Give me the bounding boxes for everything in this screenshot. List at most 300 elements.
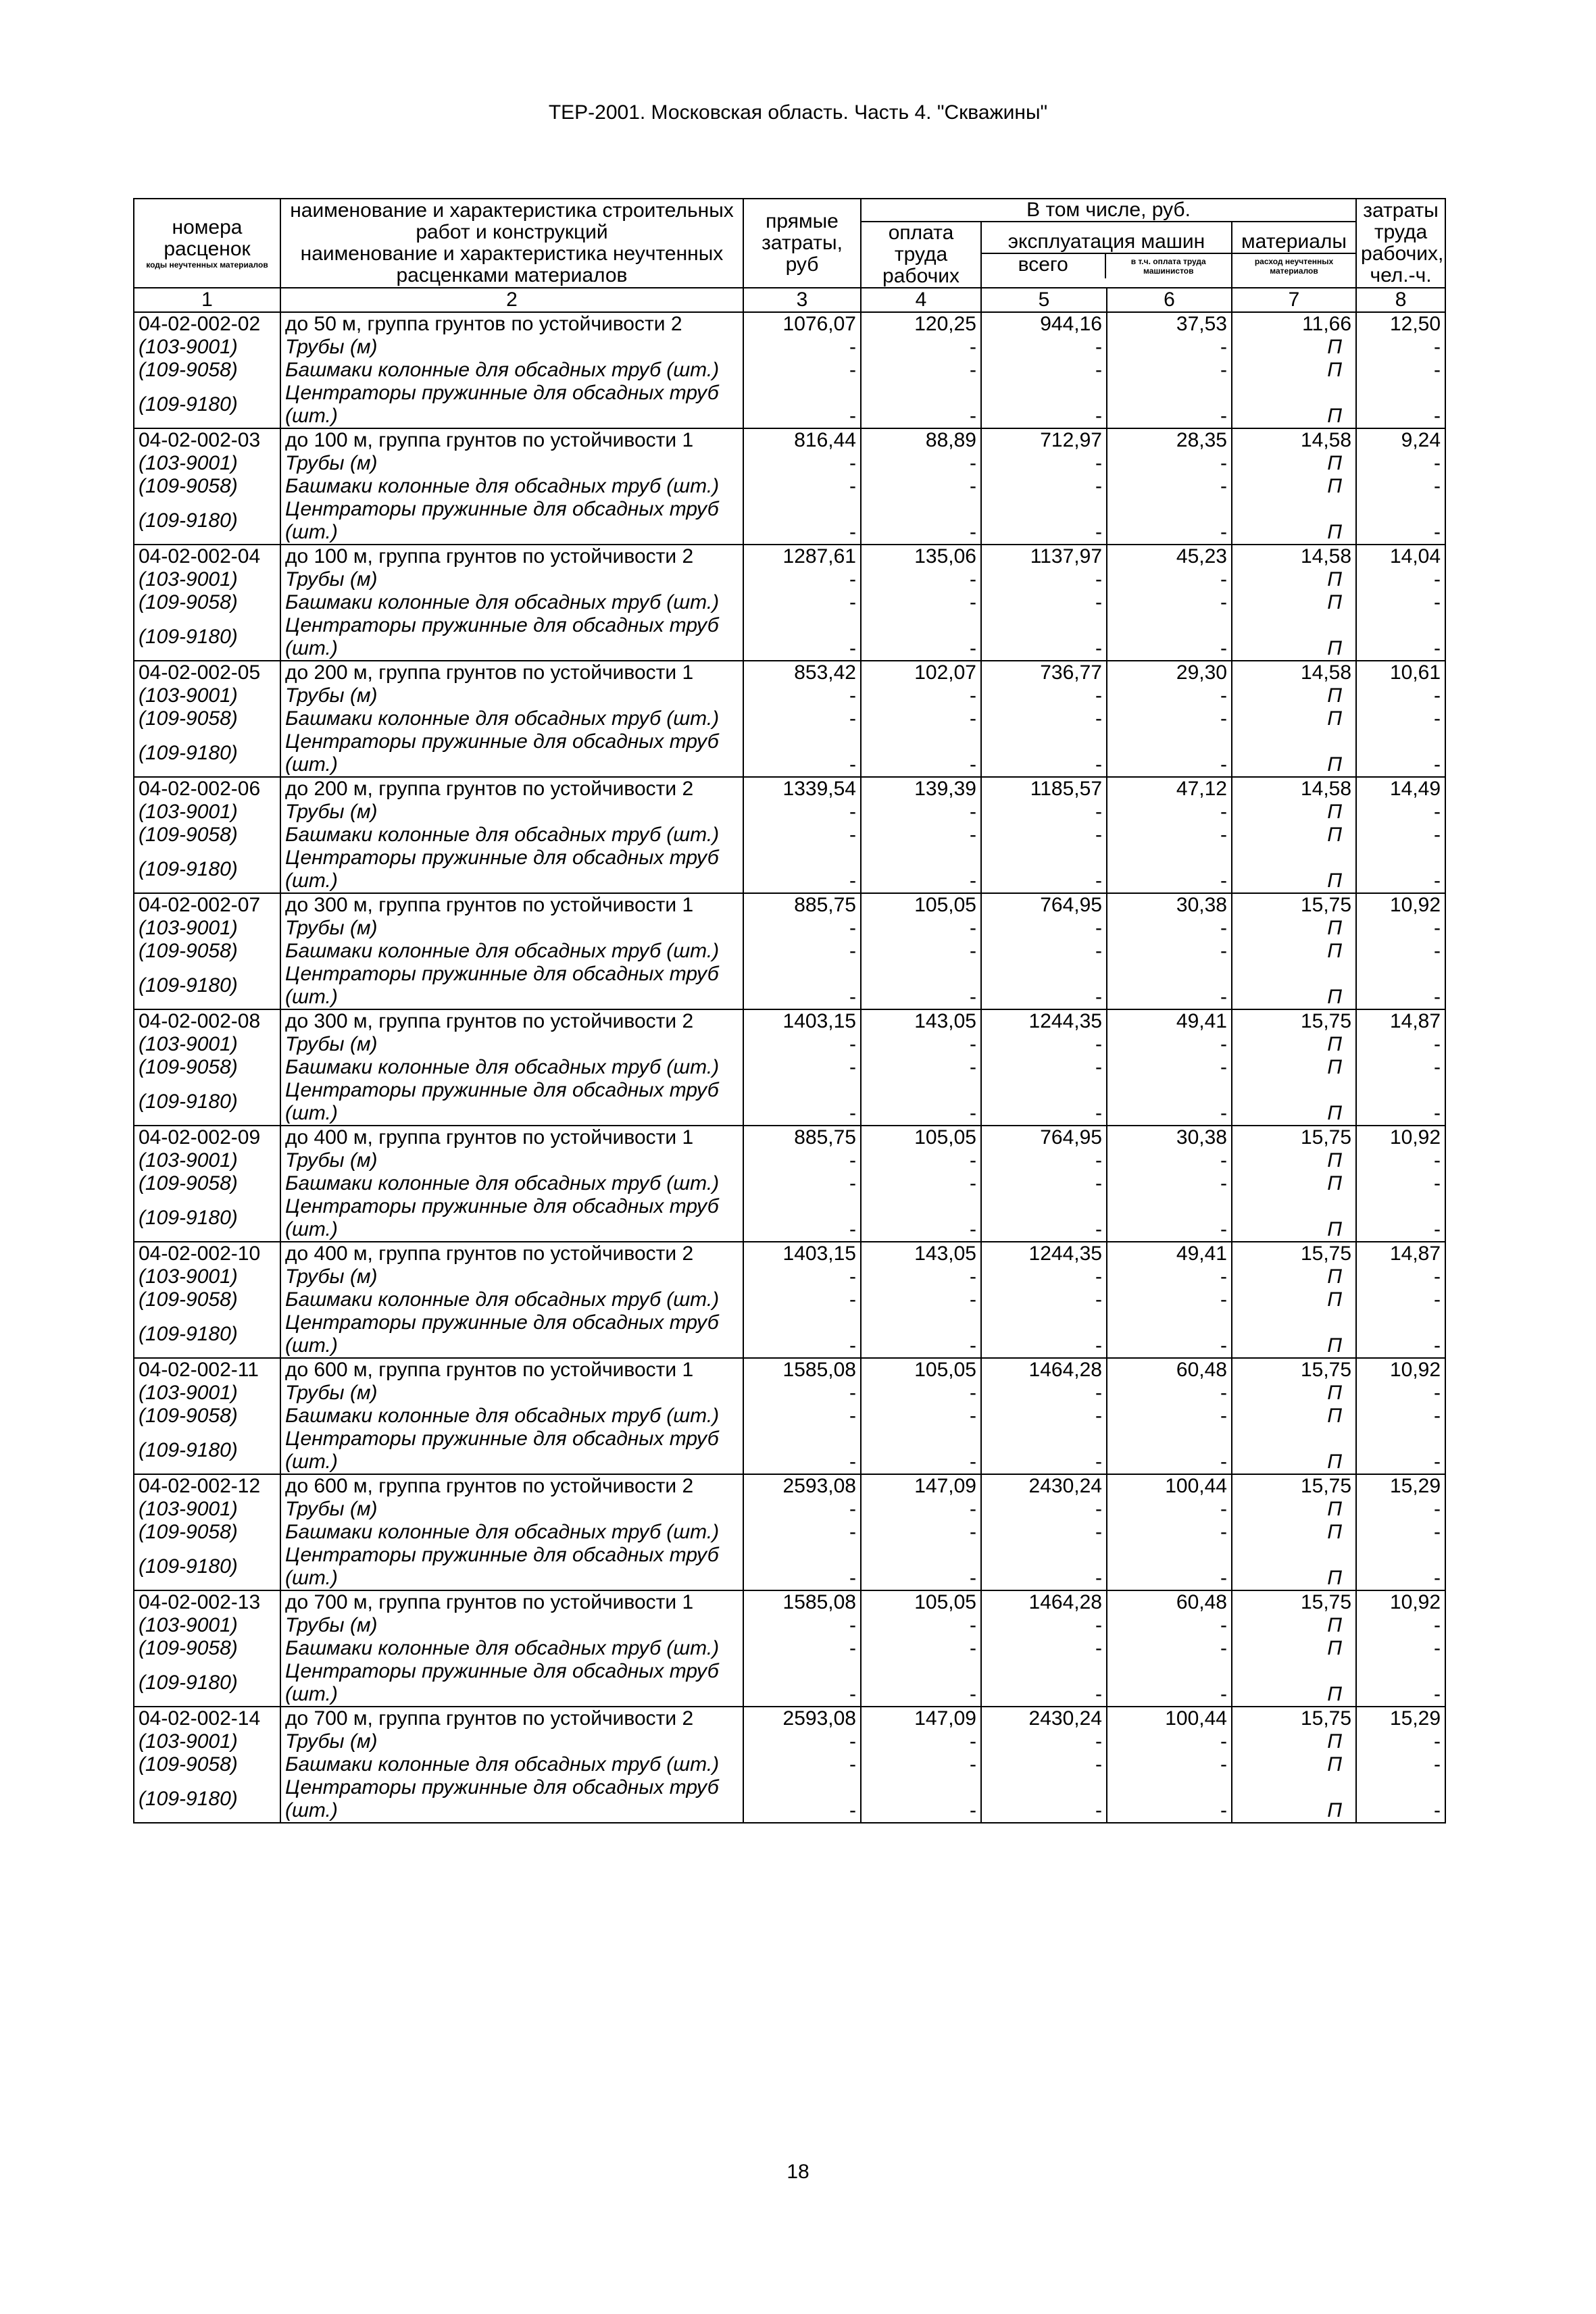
machinists-pay-value: - — [1107, 452, 1232, 475]
labor-pay-value: - — [861, 1033, 981, 1056]
rate-name: до 100 м, группа грунтов по устойчивости 2 — [280, 545, 743, 568]
header-code-top: номера расценок — [164, 216, 251, 260]
material-name: Трубы (м) — [280, 568, 743, 591]
machines-total-value: - — [981, 847, 1107, 893]
material-name: Центраторы пружинные для обсадных труб (шт.) — [280, 1428, 743, 1474]
machinists-pay-value: - — [1107, 1637, 1232, 1660]
material-name: Башмаки колонные для обсадных труб (шт.) — [280, 1056, 743, 1079]
material-name: Башмаки колонные для обсадных труб (шт.) — [280, 940, 743, 963]
rate-name: до 200 м, группа грунтов по устойчивости 2 — [280, 777, 743, 801]
rate-row — [134, 777, 1445, 801]
materials-value: 14,58 — [1232, 777, 1356, 801]
materials-value: П — [1232, 1288, 1356, 1311]
direct-costs-value: - — [743, 614, 861, 661]
material-code: (109-9180) — [134, 1311, 280, 1358]
labor-pay-value: 105,05 — [861, 1126, 981, 1149]
material-code: (109-9058) — [134, 1405, 280, 1428]
machines-total-value: - — [981, 1056, 1107, 1079]
material-name: Центраторы пружинные для обсадных труб (шт.) — [280, 730, 743, 777]
machinists-pay-value: - — [1107, 1149, 1232, 1172]
materials-value: П — [1232, 336, 1356, 359]
material-code: (109-9180) — [134, 1544, 280, 1590]
direct-costs-value: 1287,61 — [743, 545, 861, 568]
material-code: (109-9180) — [134, 614, 280, 661]
material-row — [134, 475, 1445, 498]
labor-pay-value: - — [861, 452, 981, 475]
labor-hours-value: - — [1356, 359, 1445, 382]
labor-pay-value: - — [861, 591, 981, 614]
labor-pay-value: 120,25 — [861, 312, 981, 336]
material-code: (109-9058) — [134, 475, 280, 498]
material-name: Центраторы пружинные для обсадных труб (шт.) — [280, 1660, 743, 1707]
material-row — [134, 1637, 1445, 1660]
material-name: Трубы (м) — [280, 452, 743, 475]
machinists-pay-value: - — [1107, 1288, 1232, 1311]
direct-costs-value: - — [743, 568, 861, 591]
labor-hours-value: - — [1356, 1079, 1445, 1126]
labor-hours-value: - — [1356, 1753, 1445, 1776]
column-number: 4 — [861, 288, 981, 312]
machinists-pay-value: - — [1107, 1195, 1232, 1242]
labor-hours-value: - — [1356, 917, 1445, 940]
machines-total-value: - — [981, 1265, 1107, 1288]
machinists-pay-value: 47,12 — [1107, 777, 1232, 801]
labor-hours-value: - — [1356, 824, 1445, 847]
material-row — [134, 1521, 1445, 1544]
material-row — [134, 336, 1445, 359]
labor-pay-value: - — [861, 684, 981, 707]
labor-pay-value: - — [861, 568, 981, 591]
labor-pay-value: 139,39 — [861, 777, 981, 801]
materials-value: П — [1232, 730, 1356, 777]
labor-hours-value: - — [1356, 1382, 1445, 1405]
labor-pay-value: - — [861, 1660, 981, 1707]
direct-costs-value: 885,75 — [743, 893, 861, 917]
labor-hours-value: 14,04 — [1356, 545, 1445, 568]
labor-pay-value: - — [861, 1405, 981, 1428]
machinists-pay-value: - — [1107, 824, 1232, 847]
rate-code: 04-02-002-11 — [134, 1358, 280, 1382]
direct-costs-value: - — [743, 684, 861, 707]
machines-total-value: - — [981, 382, 1107, 428]
material-row — [134, 963, 1445, 1009]
materials-value: П — [1232, 1033, 1356, 1056]
labor-pay-value: - — [861, 1056, 981, 1079]
machines-total-value: 1464,28 — [981, 1358, 1107, 1382]
materials-value: П — [1232, 382, 1356, 428]
header-machines-label: эксплуатация машин — [1007, 230, 1205, 253]
materials-value: П — [1232, 1660, 1356, 1707]
labor-hours-value: - — [1356, 730, 1445, 777]
labor-pay-value: - — [861, 1521, 981, 1544]
material-row — [134, 1288, 1445, 1311]
direct-costs-value: - — [743, 1428, 861, 1474]
labor-pay-value: - — [861, 1195, 981, 1242]
direct-costs-value: - — [743, 1149, 861, 1172]
machinists-pay-value: 29,30 — [1107, 661, 1232, 684]
material-row — [134, 1265, 1445, 1288]
machinists-pay-value: 100,44 — [1107, 1474, 1232, 1498]
material-code: (109-9058) — [134, 1637, 280, 1660]
labor-pay-value: - — [861, 801, 981, 824]
machines-total-value: - — [981, 568, 1107, 591]
materials-value: П — [1232, 568, 1356, 591]
material-name: Башмаки колонные для обсадных труб (шт.) — [280, 591, 743, 614]
machinists-pay-value: 49,41 — [1107, 1242, 1232, 1265]
header-machines — [981, 222, 1232, 288]
direct-costs-value: - — [743, 1195, 861, 1242]
material-code: (109-9058) — [134, 1172, 280, 1195]
machines-total-value: - — [981, 1753, 1107, 1776]
machinists-pay-value: - — [1107, 1660, 1232, 1707]
labor-pay-value: 102,07 — [861, 661, 981, 684]
rate-row — [134, 1590, 1445, 1614]
materials-value: 14,58 — [1232, 661, 1356, 684]
labor-hours-value: 14,49 — [1356, 777, 1445, 801]
machinists-pay-value: - — [1107, 382, 1232, 428]
machines-total-value: - — [981, 1521, 1107, 1544]
material-code: (103-9001) — [134, 1730, 280, 1753]
direct-costs-value: - — [743, 940, 861, 963]
labor-pay-value: - — [861, 498, 981, 545]
material-name: Трубы (м) — [280, 336, 743, 359]
material-code: (109-9180) — [134, 1660, 280, 1707]
machines-total-value: 2430,24 — [981, 1707, 1107, 1730]
material-name: Башмаки колонные для обсадных труб (шт.) — [280, 475, 743, 498]
header-machines-total: всего — [982, 254, 1106, 278]
labor-hours-value: - — [1356, 940, 1445, 963]
direct-costs-value: - — [743, 1079, 861, 1126]
header-materials-label: материалы — [1241, 230, 1347, 253]
header-name-top: наименование и характеристика строительных работ и конструкций — [290, 199, 734, 243]
rate-code: 04-02-002-03 — [134, 428, 280, 452]
material-row — [134, 452, 1445, 475]
column-number: 7 — [1232, 288, 1356, 312]
labor-hours-value: 10,92 — [1356, 1590, 1445, 1614]
rate-row — [134, 1009, 1445, 1033]
column-number: 5 — [981, 288, 1107, 312]
column-number: 8 — [1356, 288, 1445, 312]
materials-value: П — [1232, 801, 1356, 824]
material-row — [134, 847, 1445, 893]
direct-costs-value: 1403,15 — [743, 1009, 861, 1033]
machinists-pay-value: - — [1107, 498, 1232, 545]
labor-hours-value: - — [1356, 1498, 1445, 1521]
labor-hours-value: 10,61 — [1356, 661, 1445, 684]
material-code: (103-9001) — [134, 452, 280, 475]
machinists-pay-value: - — [1107, 1382, 1232, 1405]
machinists-pay-value: 28,35 — [1107, 428, 1232, 452]
labor-pay-value: - — [861, 1730, 981, 1753]
material-code: (103-9001) — [134, 1498, 280, 1521]
material-row — [134, 1056, 1445, 1079]
machines-total-value: - — [981, 591, 1107, 614]
direct-costs-value: - — [743, 1265, 861, 1288]
labor-hours-value: - — [1356, 1149, 1445, 1172]
material-name: Башмаки колонные для обсадных труб (шт.) — [280, 824, 743, 847]
materials-value: 11,66 — [1232, 312, 1356, 336]
material-row — [134, 1498, 1445, 1521]
labor-pay-value: - — [861, 475, 981, 498]
machines-total-value: - — [981, 1288, 1107, 1311]
direct-costs-value: - — [743, 824, 861, 847]
rate-row — [134, 1358, 1445, 1382]
materials-value: П — [1232, 475, 1356, 498]
machines-total-value: - — [981, 1776, 1107, 1823]
labor-hours-value: - — [1356, 1637, 1445, 1660]
labor-pay-value: - — [861, 336, 981, 359]
labor-hours-value: - — [1356, 336, 1445, 359]
direct-costs-value: - — [743, 963, 861, 1009]
material-name: Трубы (м) — [280, 1265, 743, 1288]
labor-hours-value: - — [1356, 1033, 1445, 1056]
direct-costs-value: 816,44 — [743, 428, 861, 452]
rate-code: 04-02-002-13 — [134, 1590, 280, 1614]
machinists-pay-value: - — [1107, 1753, 1232, 1776]
material-code: (103-9001) — [134, 568, 280, 591]
rate-row — [134, 1126, 1445, 1149]
labor-pay-value: 135,06 — [861, 545, 981, 568]
machines-total-value: - — [981, 1195, 1107, 1242]
labor-pay-value: - — [861, 707, 981, 730]
material-name: Трубы (м) — [280, 801, 743, 824]
direct-costs-value: 1339,54 — [743, 777, 861, 801]
rate-code: 04-02-002-09 — [134, 1126, 280, 1149]
materials-value: 15,75 — [1232, 1358, 1356, 1382]
rate-row — [134, 545, 1445, 568]
direct-costs-value: - — [743, 1544, 861, 1590]
material-name: Трубы (м) — [280, 917, 743, 940]
labor-hours-value: 10,92 — [1356, 1126, 1445, 1149]
header-labor-hours: затраты труда рабочих, чел.-ч. — [1356, 199, 1445, 288]
rate-row — [134, 1242, 1445, 1265]
material-code: (109-9180) — [134, 1776, 280, 1823]
material-row — [134, 707, 1445, 730]
machines-total-value: 764,95 — [981, 893, 1107, 917]
material-name: Трубы (м) — [280, 1614, 743, 1637]
labor-hours-value: - — [1356, 1311, 1445, 1358]
materials-value: П — [1232, 1149, 1356, 1172]
labor-pay-value: - — [861, 917, 981, 940]
machinists-pay-value: - — [1107, 1614, 1232, 1637]
machinists-pay-value: - — [1107, 336, 1232, 359]
labor-pay-value: - — [861, 1637, 981, 1660]
rate-code: 04-02-002-04 — [134, 545, 280, 568]
direct-costs-value: - — [743, 1033, 861, 1056]
machines-total-value: - — [981, 684, 1107, 707]
materials-value: П — [1232, 1405, 1356, 1428]
machinists-pay-value: 45,23 — [1107, 545, 1232, 568]
material-name: Башмаки колонные для обсадных труб (шт.) — [280, 1405, 743, 1428]
labor-pay-value: - — [861, 1265, 981, 1288]
direct-costs-value: - — [743, 498, 861, 545]
machinists-pay-value: - — [1107, 1311, 1232, 1358]
direct-costs-value: 2593,08 — [743, 1707, 861, 1730]
direct-costs-value: - — [743, 359, 861, 382]
rate-row — [134, 312, 1445, 336]
material-name: Центраторы пружинные для обсадных труб (шт.) — [280, 1079, 743, 1126]
labor-hours-value: 14,87 — [1356, 1242, 1445, 1265]
materials-value: 15,75 — [1232, 1590, 1356, 1614]
direct-costs-value: - — [743, 1521, 861, 1544]
machinists-pay-value: - — [1107, 1428, 1232, 1474]
labor-hours-value: - — [1356, 1288, 1445, 1311]
material-row — [134, 1172, 1445, 1195]
material-code: (109-9058) — [134, 707, 280, 730]
rate-name: до 400 м, группа грунтов по устойчивости 1 — [280, 1126, 743, 1149]
materials-value: П — [1232, 1614, 1356, 1637]
rate-code: 04-02-002-10 — [134, 1242, 280, 1265]
machinists-pay-value: - — [1107, 568, 1232, 591]
labor-pay-value: - — [861, 1288, 981, 1311]
labor-hours-value: 15,29 — [1356, 1474, 1445, 1498]
labor-hours-value: - — [1356, 707, 1445, 730]
materials-value: П — [1232, 1079, 1356, 1126]
rate-name: до 50 м, группа грунтов по устойчивости 2 — [280, 312, 743, 336]
machines-total-value: - — [981, 730, 1107, 777]
machines-total-value: - — [981, 1033, 1107, 1056]
direct-costs-value: - — [743, 1637, 861, 1660]
rates-body — [134, 312, 1445, 1823]
machines-total-value: - — [981, 475, 1107, 498]
machines-total-value: 736,77 — [981, 661, 1107, 684]
labor-pay-value: - — [861, 1149, 981, 1172]
material-code: (109-9058) — [134, 1056, 280, 1079]
material-row — [134, 801, 1445, 824]
material-row — [134, 1544, 1445, 1590]
direct-costs-value: - — [743, 1498, 861, 1521]
materials-value: 15,75 — [1232, 1707, 1356, 1730]
material-name: Башмаки колонные для обсадных труб (шт.) — [280, 1521, 743, 1544]
machines-total-value: 1137,97 — [981, 545, 1107, 568]
header-materials — [1232, 222, 1356, 288]
materials-value: 15,75 — [1232, 1242, 1356, 1265]
material-name: Башмаки колонные для обсадных труб (шт.) — [280, 1637, 743, 1660]
materials-value: 15,75 — [1232, 893, 1356, 917]
rate-code: 04-02-002-05 — [134, 661, 280, 684]
material-row — [134, 1195, 1445, 1242]
machinists-pay-value: - — [1107, 1521, 1232, 1544]
machines-total-value: 1464,28 — [981, 1590, 1107, 1614]
material-row — [134, 1428, 1445, 1474]
materials-value: П — [1232, 940, 1356, 963]
header-including: В том числе, руб. — [861, 199, 1356, 222]
direct-costs-value: 885,75 — [743, 1126, 861, 1149]
labor-hours-value: - — [1356, 1056, 1445, 1079]
header-name — [280, 199, 743, 288]
labor-hours-value: 9,24 — [1356, 428, 1445, 452]
machinists-pay-value: - — [1107, 359, 1232, 382]
document-title: ТЕР-2001. Московская область. Часть 4. "Скважины" — [548, 101, 1048, 124]
materials-value: П — [1232, 1753, 1356, 1776]
material-code: (103-9001) — [134, 336, 280, 359]
rate-name: до 300 м, группа грунтов по устойчивости 2 — [280, 1009, 743, 1033]
labor-pay-value: - — [861, 1428, 981, 1474]
machines-total-value: - — [981, 1149, 1107, 1172]
machinists-pay-value: - — [1107, 1498, 1232, 1521]
direct-costs-value: - — [743, 452, 861, 475]
header-labor-pay: оплата труда рабочих — [861, 222, 981, 288]
direct-costs-value: - — [743, 475, 861, 498]
materials-value: П — [1232, 1428, 1356, 1474]
direct-costs-value: 1585,08 — [743, 1590, 861, 1614]
labor-pay-value: - — [861, 1172, 981, 1195]
material-name: Центраторы пружинные для обсадных труб (шт.) — [280, 1544, 743, 1590]
material-name: Башмаки колонные для обсадных труб (шт.) — [280, 707, 743, 730]
material-row — [134, 359, 1445, 382]
material-code: (109-9180) — [134, 730, 280, 777]
material-code: (109-9058) — [134, 940, 280, 963]
labor-pay-value: - — [861, 1776, 981, 1823]
machines-total-value: 944,16 — [981, 312, 1107, 336]
direct-costs-value: - — [743, 1614, 861, 1637]
rate-name: до 600 м, группа грунтов по устойчивости 2 — [280, 1474, 743, 1498]
direct-costs-value: - — [743, 1311, 861, 1358]
materials-value: П — [1232, 1265, 1356, 1288]
materials-value: П — [1232, 1195, 1356, 1242]
machinists-pay-value: 49,41 — [1107, 1009, 1232, 1033]
materials-value: П — [1232, 917, 1356, 940]
materials-value: П — [1232, 963, 1356, 1009]
labor-hours-value: - — [1356, 1521, 1445, 1544]
machines-total-value: 2430,24 — [981, 1474, 1107, 1498]
material-code: (103-9001) — [134, 801, 280, 824]
material-row — [134, 1753, 1445, 1776]
materials-value: П — [1232, 452, 1356, 475]
rate-name: до 300 м, группа грунтов по устойчивости 1 — [280, 893, 743, 917]
machinists-pay-value: - — [1107, 614, 1232, 661]
machines-total-value: - — [981, 1311, 1107, 1358]
material-name: Трубы (м) — [280, 684, 743, 707]
material-row — [134, 591, 1445, 614]
material-row — [134, 1382, 1445, 1405]
material-name: Трубы (м) — [280, 1382, 743, 1405]
machinists-pay-value: - — [1107, 730, 1232, 777]
material-name: Центраторы пружинные для обсадных труб (шт.) — [280, 1776, 743, 1823]
rate-name: до 400 м, группа грунтов по устойчивости 2 — [280, 1242, 743, 1265]
machinists-pay-value: - — [1107, 963, 1232, 1009]
machines-total-value: - — [981, 824, 1107, 847]
materials-value: П — [1232, 684, 1356, 707]
materials-value: П — [1232, 1521, 1356, 1544]
machinists-pay-value: - — [1107, 1033, 1232, 1056]
machines-total-value: - — [981, 963, 1107, 1009]
materials-value: 15,75 — [1232, 1474, 1356, 1498]
machines-total-value: - — [981, 1382, 1107, 1405]
materials-value: П — [1232, 707, 1356, 730]
labor-pay-value: - — [861, 824, 981, 847]
machinists-pay-value: 30,38 — [1107, 1126, 1232, 1149]
materials-value: П — [1232, 614, 1356, 661]
labor-hours-value: - — [1356, 963, 1445, 1009]
material-code: (109-9180) — [134, 1195, 280, 1242]
machines-total-value: - — [981, 1498, 1107, 1521]
materials-value: 15,75 — [1232, 1009, 1356, 1033]
direct-costs-value: - — [743, 847, 861, 893]
material-name: Центраторы пружинные для обсадных труб (шт.) — [280, 847, 743, 893]
machines-total-value: - — [981, 1637, 1107, 1660]
material-row — [134, 1079, 1445, 1126]
machinists-pay-value: - — [1107, 847, 1232, 893]
rate-code: 04-02-002-07 — [134, 893, 280, 917]
machinists-pay-value: - — [1107, 801, 1232, 824]
machines-total-value: - — [981, 614, 1107, 661]
direct-costs-value: - — [743, 1288, 861, 1311]
material-code: (109-9058) — [134, 591, 280, 614]
direct-costs-value: - — [743, 1056, 861, 1079]
direct-costs-value: 1585,08 — [743, 1358, 861, 1382]
material-code: (103-9001) — [134, 684, 280, 707]
